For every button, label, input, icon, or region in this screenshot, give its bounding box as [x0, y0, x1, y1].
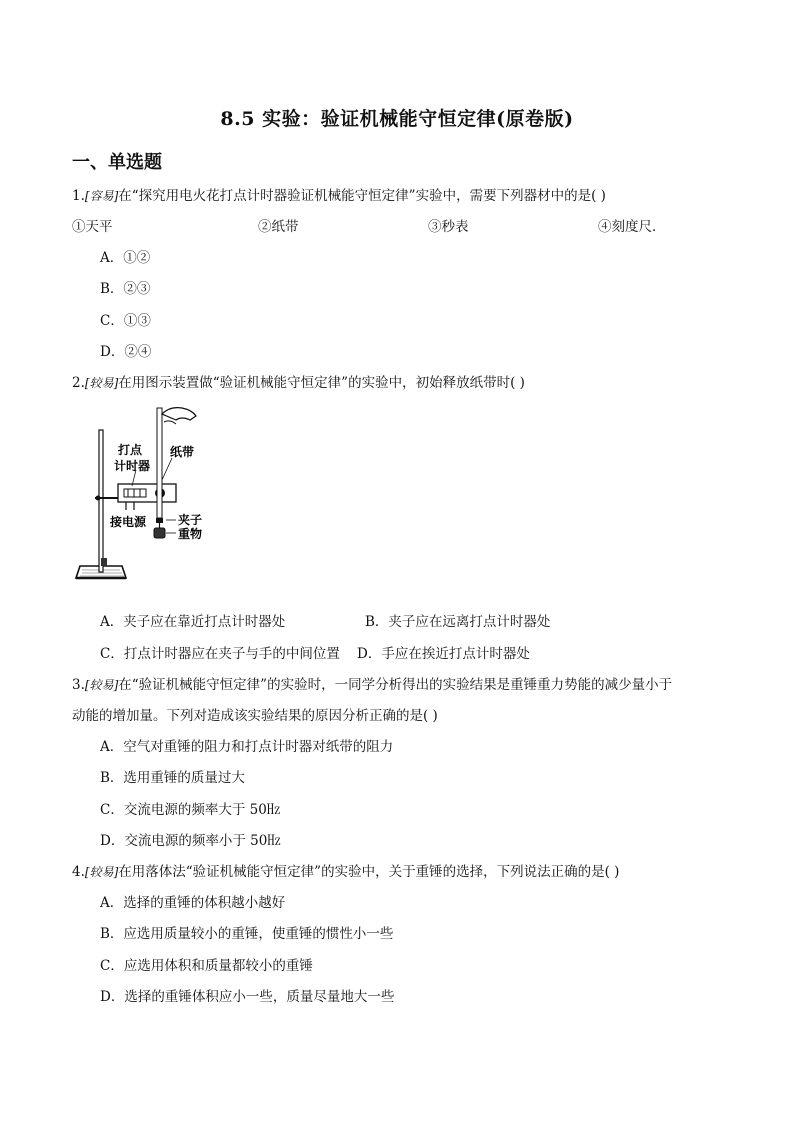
question-4-stem: [72, 863, 619, 881]
option-c: C．打点计时器应在夹子与手的中间位置: [100, 646, 340, 662]
option-b: B．选用重锤的质量过大: [100, 770, 245, 786]
question-3-stem: [72, 676, 672, 694]
option-d: D．②④: [100, 344, 152, 360]
question-1-stem: [72, 187, 606, 205]
apparatus-figure: [68, 400, 228, 600]
item-1: ①天平: [72, 219, 113, 235]
option-b: B．应选用质量较小的重锤，使重锤的惯性小一些: [100, 926, 394, 942]
option-d: D．交流电源的频率小于 50㎐: [100, 833, 281, 849]
option-a: A．①②: [100, 250, 151, 266]
option-c: C．交流电源的频率大于 50㎐: [100, 802, 281, 818]
question-3-stem-continued: 动能的增加量。下列对造成该实验结果的原因分析正确的是( ): [72, 708, 438, 724]
item-2: ②纸带: [258, 219, 299, 235]
option-b: B．②③: [100, 281, 151, 297]
page-title: 8.5 实验：验证机械能守恒定律(原卷版): [220, 108, 574, 130]
option-a: A．空气对重锤的阻力和打点计时器对纸带的阻力: [100, 739, 394, 755]
question-text: 在“探究用电火花打点计时器验证机械能守恒定律”实验中，需要下列器材中的是( ): [118, 188, 606, 204]
question-2-stem: [72, 374, 525, 392]
option-b: B．夹子应在远离打点计时器处: [365, 614, 551, 630]
option-c: C．①③: [100, 313, 151, 329]
question-number: 1.: [72, 188, 85, 204]
label-power: 接电源: [110, 515, 147, 529]
question-number: 3.: [72, 677, 85, 693]
question-text: 在用图示装置做“验证机械能守恒定律”的实验中，初始释放纸带时( ): [118, 375, 525, 391]
option-a: A．选择的重锤的体积越小越好: [100, 895, 286, 911]
difficulty-tag: [较易]: [84, 678, 119, 692]
question-text: 在“验证机械能守恒定律”的实验时，一同学分析得出的实验结果是重锤重力势能的减少量小于: [118, 677, 673, 693]
item-4: ④刻度尺．: [598, 219, 666, 235]
question-text: 在用落体法“验证机械能守恒定律”的实验中，关于重锤的选择，下列说法正确的是( ): [118, 864, 620, 880]
label-paper-tape: 纸带: [170, 445, 195, 459]
option-d: D．手应在挨近打点计时器处: [357, 646, 530, 662]
label-timer-2: 计时器: [114, 459, 151, 473]
question-number: 4.: [72, 864, 85, 880]
difficulty-tag: [较易]: [84, 376, 119, 390]
question-number: 2.: [72, 375, 85, 391]
label-weight: 重物: [178, 527, 203, 541]
option-c: C．应选用体积和质量都较小的重锤: [100, 958, 313, 974]
item-3: ③秒表: [428, 219, 469, 235]
difficulty-tag: [容易]: [84, 189, 119, 203]
section-heading: 一、单选题: [72, 152, 162, 173]
option-d: D．选择的重锤体积应小一些，质量尽量地大一些: [100, 989, 395, 1005]
question-1-items: [72, 218, 722, 236]
label-timer-1: 打点: [118, 443, 143, 457]
label-clip: 夹子: [178, 513, 203, 527]
difficulty-tag: [较易]: [84, 865, 119, 879]
option-a: A．夹子应在靠近打点计时器处: [100, 614, 286, 630]
